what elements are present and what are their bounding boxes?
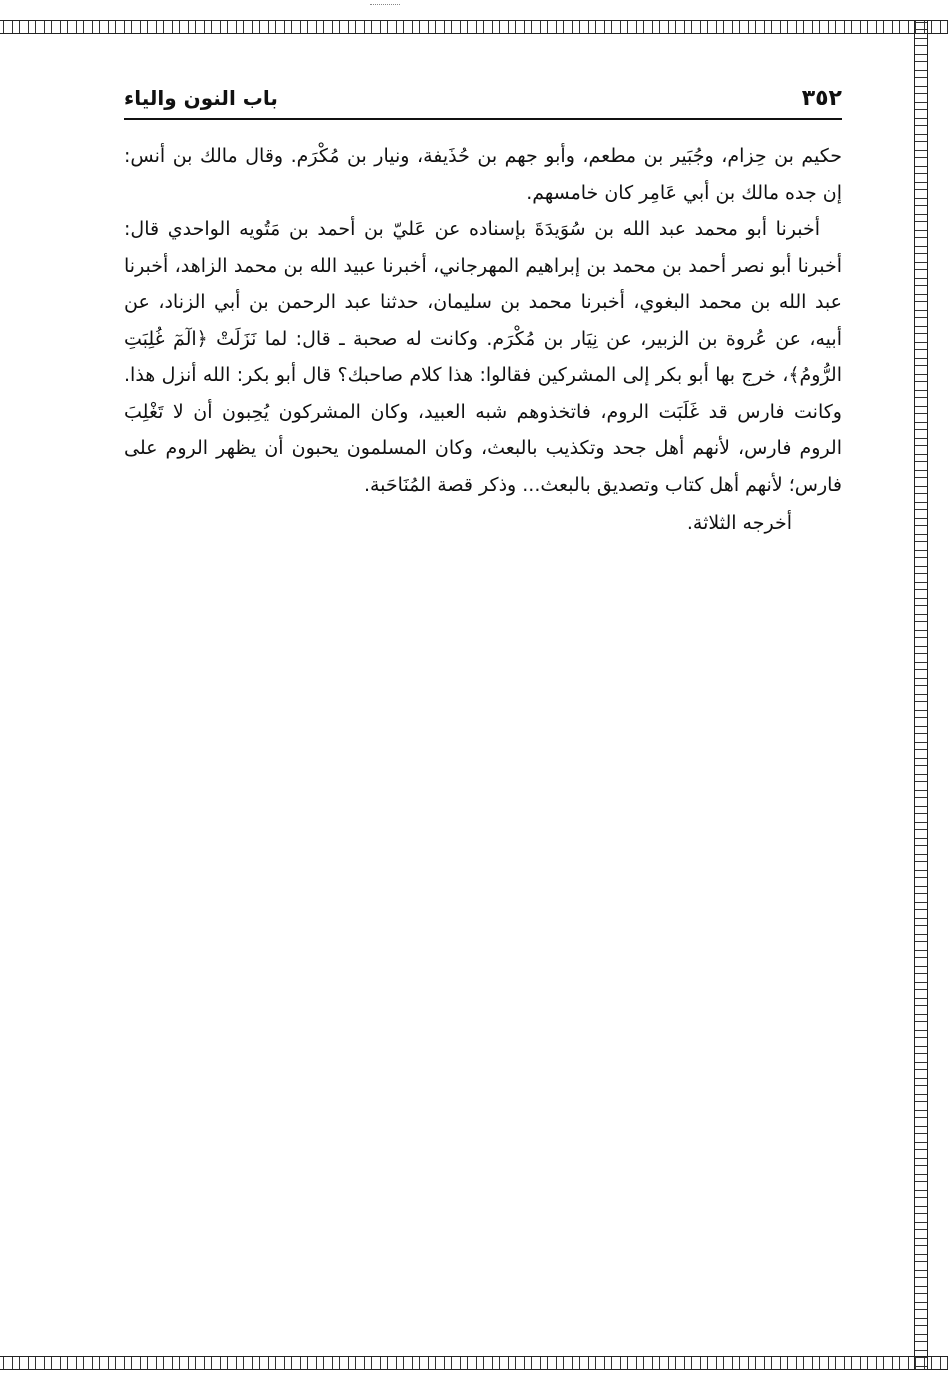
decorative-border-right bbox=[914, 20, 928, 1370]
scan-mark bbox=[370, 4, 400, 7]
page-number: ٣٥٢ bbox=[801, 86, 842, 111]
page-header bbox=[124, 84, 842, 120]
paragraph-3: أخرجه الثلاثة. bbox=[686, 512, 792, 534]
decorative-border-bottom bbox=[0, 1356, 948, 1370]
body-text bbox=[124, 138, 842, 542]
paragraph-2: أخبرنا أبو محمد عبد الله بن سُوَيدَةَ بإسناده عن عَليّ بن أحمد بن مَتُويه الواحدي قال: أخبرنا أبو نصر أحمد بن محمد بن إبراهيم المهرجاني، أخبرنا عبيد الله بن محمد الزاهد، أخبرنا عبد الله بن محمد البغوي، أخبرنا محمد بن سليمان، حدثنا عبد الرحمن بن أبي الزناد، عن أبيه، عن عُروة بن الزبير، عن نِيَار بن مُكْرَم. وكانت له صحبة ـ قال: لما نَزَلَتْ ﴿الٓمٓ غُلِبَتِ الرُّومُ﴾، خرج بها أبو بكر إلى المشركين فقالوا: هذا كلام صاحبك؟ قال أبو بكر: الله أنزل هذا. وكانت فارس قد غَلَبَت الروم، فاتخذوهم شبه العبيد، وكان المشركون يُحِبون أن لا تَغْلِبَ الروم فارس، لأنهم أهل جحد وتكذيب بالبعث، وكان المسلمون يحبون أن يظهر الروم على فارس؛ لأنهم أهل كتاب وتصديق بالبعث... وذكر قصة المُنَاحَبة. bbox=[124, 218, 842, 496]
paragraph-1: حكيم بن حِزام، وجُبَير بن مطعم، وأبو جهم بن حُذَيفة، ونيار بن مُكْرَم. وقال مالك بن أنس: إن جده مالك بن أبي عَامِر كان خامسهم. bbox=[124, 145, 842, 204]
decorative-border-top bbox=[0, 20, 948, 34]
running-head: باب النون والياء bbox=[124, 86, 278, 110]
